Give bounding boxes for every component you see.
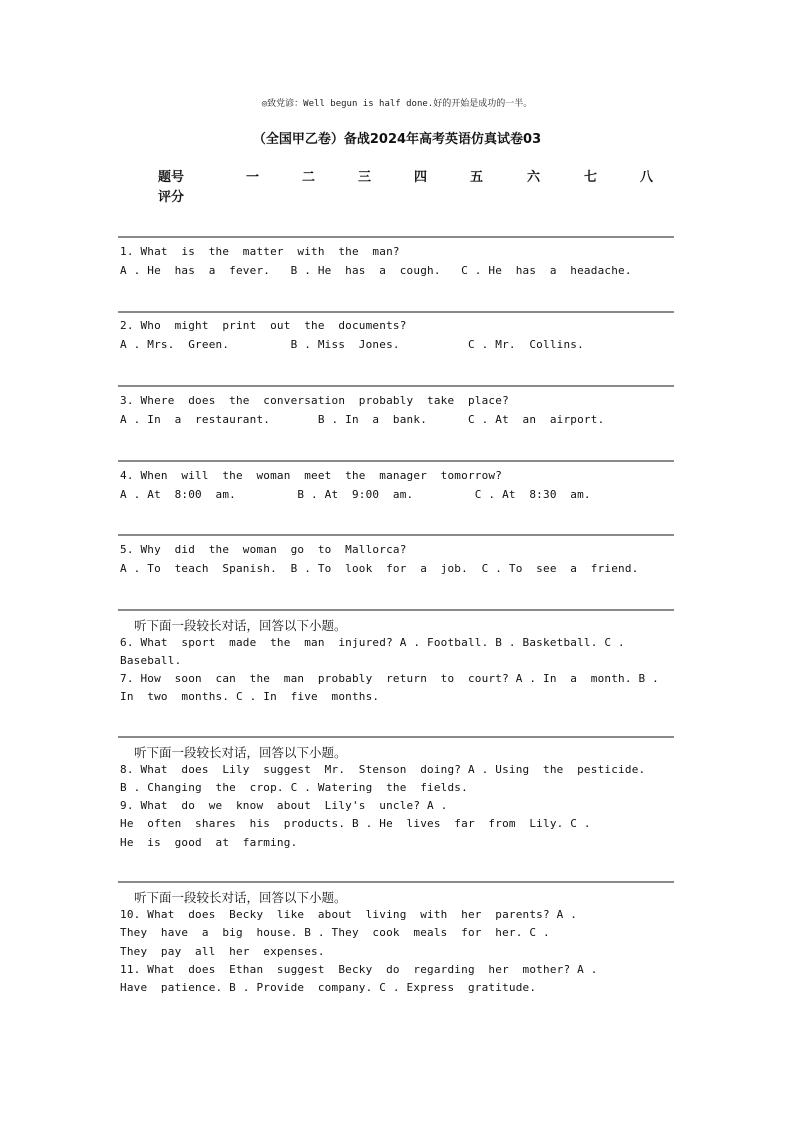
section-1-line: Baseball. <box>120 654 182 667</box>
score-col-8: 八 <box>640 170 654 185</box>
section-2-line: He often shares his products. B . He lives far from Lily. C . <box>120 817 591 830</box>
section-2-line: 9. What do we know about Lily's uncle? A . <box>120 799 448 812</box>
section-3-line: They pay all her expenses. <box>120 945 325 958</box>
score-col-7: 七 <box>584 170 598 185</box>
score-label-score: 评分 <box>158 190 185 205</box>
section-1-line: In two months. C . In five months. <box>120 690 380 703</box>
section-3-line: They have a big house. B . They cook meals for her. C . <box>120 926 550 939</box>
section-3-line: 11. What does Ethan suggest Becky do regarding her mother? A . <box>120 963 598 976</box>
section-2-line: B . Changing the crop. C . Watering the fields. <box>120 781 468 794</box>
score-label-number: 题号 <box>158 170 185 185</box>
section-3-line: 10. What does Becky like about living with her parents? A . <box>120 908 578 921</box>
divider <box>118 236 674 238</box>
section-1-line: 6. What sport made the man injured? A . Football. B . Basketball. C . <box>120 636 625 649</box>
divider <box>118 609 674 611</box>
divider <box>118 736 674 738</box>
divider <box>118 385 674 387</box>
question-2-options: A . Mrs. Green. B . Miss Jones. C . Mr. Collins. <box>120 338 584 351</box>
score-col-3: 三 <box>358 170 372 185</box>
question-3-stem: 3. Where does the conversation probably take place? <box>120 394 509 407</box>
question-2-stem: 2. Who might print out the documents? <box>120 319 407 332</box>
motto: ◎致党谚：Well begun is half done.好的开始是成功的一半。 <box>261 99 533 109</box>
question-4-options: A . At 8:00 am. B . At 9:00 am. C . At 8:30 am. <box>120 488 591 501</box>
section-2-intro: 听下面一段较长对话，回答以下小题。 <box>134 745 347 760</box>
score-col-5: 五 <box>470 170 484 185</box>
divider <box>118 460 674 462</box>
question-4-stem: 4. When will the woman meet the manager tomorrow? <box>120 469 503 482</box>
question-5-stem: 5. Why did the woman go to Mallorca? <box>120 543 407 556</box>
score-col-1: 一 <box>246 170 260 185</box>
question-3-options: A . In a restaurant. B . In a bank. C . At an airport. <box>120 413 605 426</box>
question-1-options: A . He has a fever. B . He has a cough. C . He has a headache. <box>120 264 632 277</box>
page-title: （全国甲乙卷）备战2024年高考英语仿真试卷03 <box>252 132 542 147</box>
divider <box>118 534 674 536</box>
section-3-line: Have patience. B . Provide company. C . Express gratitude. <box>120 981 537 994</box>
section-1-line: 7. How soon can the man probably return to court? A . In a month. B . <box>120 672 659 685</box>
question-5-options: A . To teach Spanish. B . To look for a job. C . To see a friend. <box>120 562 639 575</box>
section-1-intro: 听下面一段较长对话，回答以下小题。 <box>134 618 347 633</box>
score-col-2: 二 <box>302 170 316 185</box>
section-2-line: 8. What does Lily suggest Mr. Stenson doing? A . Using the pesticide. <box>120 763 646 776</box>
divider <box>118 311 674 313</box>
score-col-4: 四 <box>414 170 428 185</box>
divider <box>118 881 674 883</box>
question-1-stem: 1. What is the matter with the man? <box>120 245 400 258</box>
section-3-intro: 听下面一段较长对话，回答以下小题。 <box>134 890 347 905</box>
section-2-line: He is good at farming. <box>120 836 298 849</box>
score-col-6: 六 <box>527 170 541 185</box>
